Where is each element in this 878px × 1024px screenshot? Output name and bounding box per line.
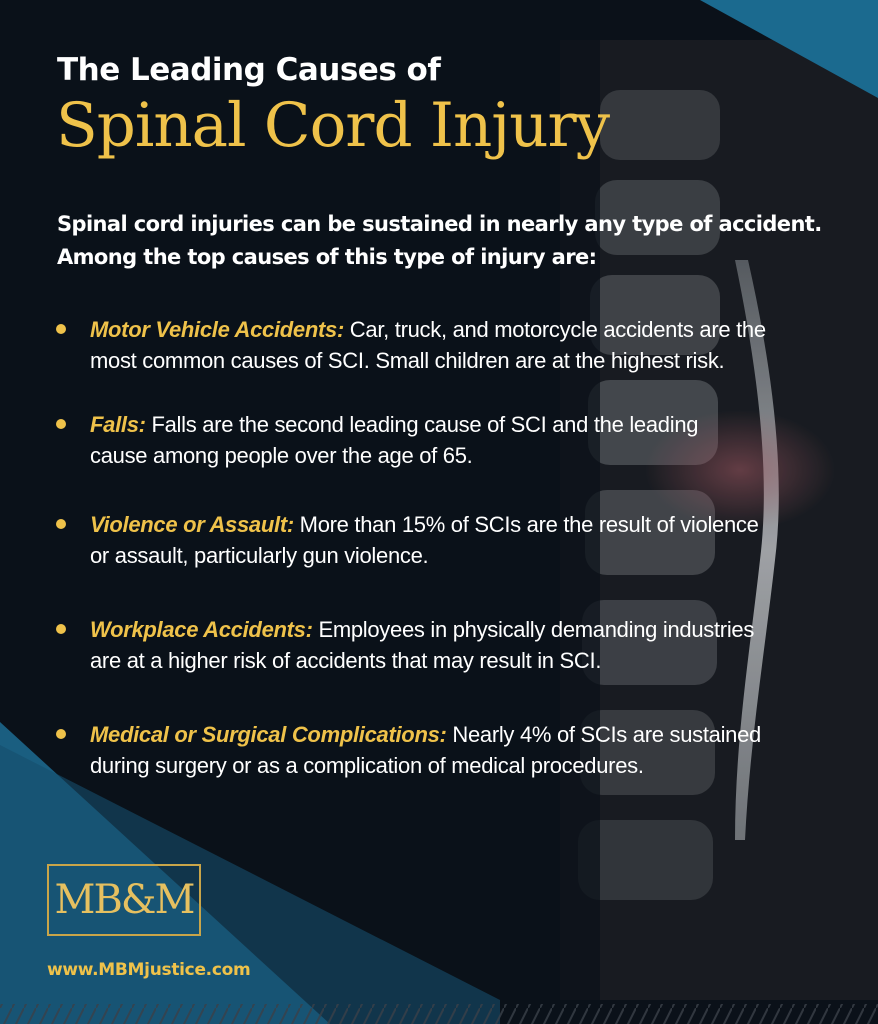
intro-line-2: Among the top causes of this type of injury are: <box>57 245 597 269</box>
cause-item <box>56 314 871 376</box>
cause-item <box>56 409 871 471</box>
bullet-icon <box>56 729 66 739</box>
bullet-icon <box>56 419 66 429</box>
firm-logo: MB&M <box>47 864 201 936</box>
intro-line-1: Spinal cord injuries can be sustained in nearly any type of accident. <box>57 212 822 236</box>
cause-description: Nearly 4% of SCIs are sustained <box>446 722 761 747</box>
page-title: Spinal Cord Injury <box>56 90 610 161</box>
cause-item <box>56 719 871 781</box>
headline: The Leading Causes of <box>57 52 441 88</box>
cause-term: Violence or Assault: <box>90 512 294 537</box>
bullet-icon <box>56 519 66 529</box>
cause-item <box>56 509 871 571</box>
cause-description: are at a higher risk of accidents that may result in SCI. <box>90 648 602 673</box>
bullet-icon <box>56 324 66 334</box>
cause-description: Falls are the second leading cause of SCI and the leading <box>145 412 699 437</box>
cause-term: Medical or Surgical Complications: <box>90 722 447 747</box>
website-link[interactable]: www.MBMjustice.com <box>47 960 251 980</box>
bullet-icon <box>56 624 66 634</box>
cause-item <box>56 614 871 676</box>
cause-description: most common causes of SCI. Small children are at the highest risk. <box>90 348 725 373</box>
cause-description: during surgery or as a complication of medical procedures. <box>90 753 644 778</box>
cause-description: More than 15% of SCIs are the result of violence <box>293 512 759 537</box>
cause-description: or assault, particularly gun violence. <box>90 543 429 568</box>
intro-text <box>57 208 857 274</box>
cause-description: Car, truck, and motorcycle accidents are the <box>344 317 766 342</box>
cause-term: Motor Vehicle Accidents: <box>90 317 344 342</box>
cause-term: Falls: <box>90 412 146 437</box>
cause-term: Workplace Accidents: <box>90 617 313 642</box>
cause-description: cause among people over the age of 65. <box>90 443 473 468</box>
cause-description: Employees in physically demanding industries <box>312 617 755 642</box>
